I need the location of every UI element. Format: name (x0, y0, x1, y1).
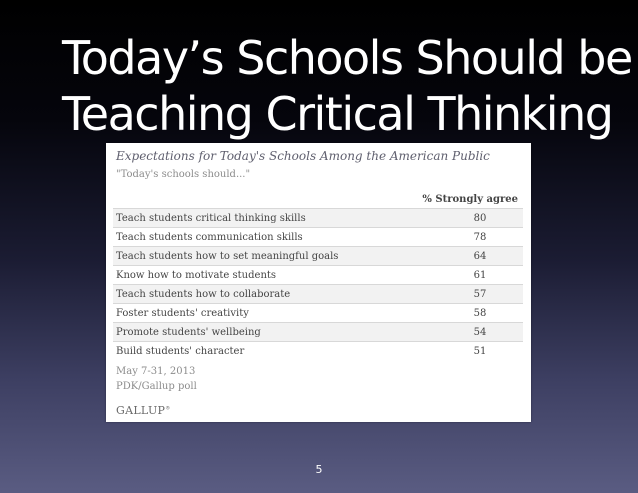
row-value: 80 (473, 212, 487, 224)
row-value: 61 (473, 269, 487, 281)
table-subtitle: "Today's schools should..." (116, 169, 251, 180)
row-label: Teach students communication skills (116, 231, 303, 243)
row-value: 58 (473, 307, 487, 319)
slide-title (62, 30, 632, 142)
row-label: Know how to motivate students (116, 269, 277, 281)
row-label: Teach students critical thinking skills (116, 212, 306, 224)
registered-mark: ® (165, 405, 171, 412)
row-value: 64 (473, 250, 487, 262)
poll-source: PDK/Gallup poll (116, 381, 197, 392)
survey-date: May 7-31, 2013 (116, 366, 196, 377)
table-row (113, 284, 523, 303)
column-header: % Strongly agree (422, 194, 518, 205)
row-label: Foster students' creativity (116, 307, 249, 319)
table-row (113, 303, 523, 322)
table-title: Expectations for Today's Schools Among the American Public (116, 149, 490, 163)
row-value: 51 (473, 345, 487, 357)
title-line-1: Today’s Schools Should be (62, 31, 632, 85)
table-row (113, 322, 523, 341)
page-number: 5 (315, 463, 323, 476)
survey-table-card (106, 143, 531, 422)
table-rows (113, 208, 523, 360)
table-row (113, 341, 523, 360)
row-value: 54 (473, 326, 487, 338)
row-value: 57 (473, 288, 487, 300)
table-row (113, 265, 523, 284)
title-line-2: Teaching Critical Thinking (62, 87, 613, 141)
row-value: 78 (473, 231, 487, 243)
row-label: Promote students' wellbeing (116, 326, 261, 338)
gallup-logo (116, 404, 171, 417)
row-label: Build students' character (116, 345, 245, 357)
gallup-logo-text: GALLUP (116, 404, 166, 417)
row-label: Teach students how to set meaningful goals (116, 250, 339, 262)
table-row (113, 227, 523, 246)
table-row (113, 246, 523, 265)
table-row (113, 208, 523, 227)
row-label: Teach students how to collaborate (116, 288, 291, 300)
